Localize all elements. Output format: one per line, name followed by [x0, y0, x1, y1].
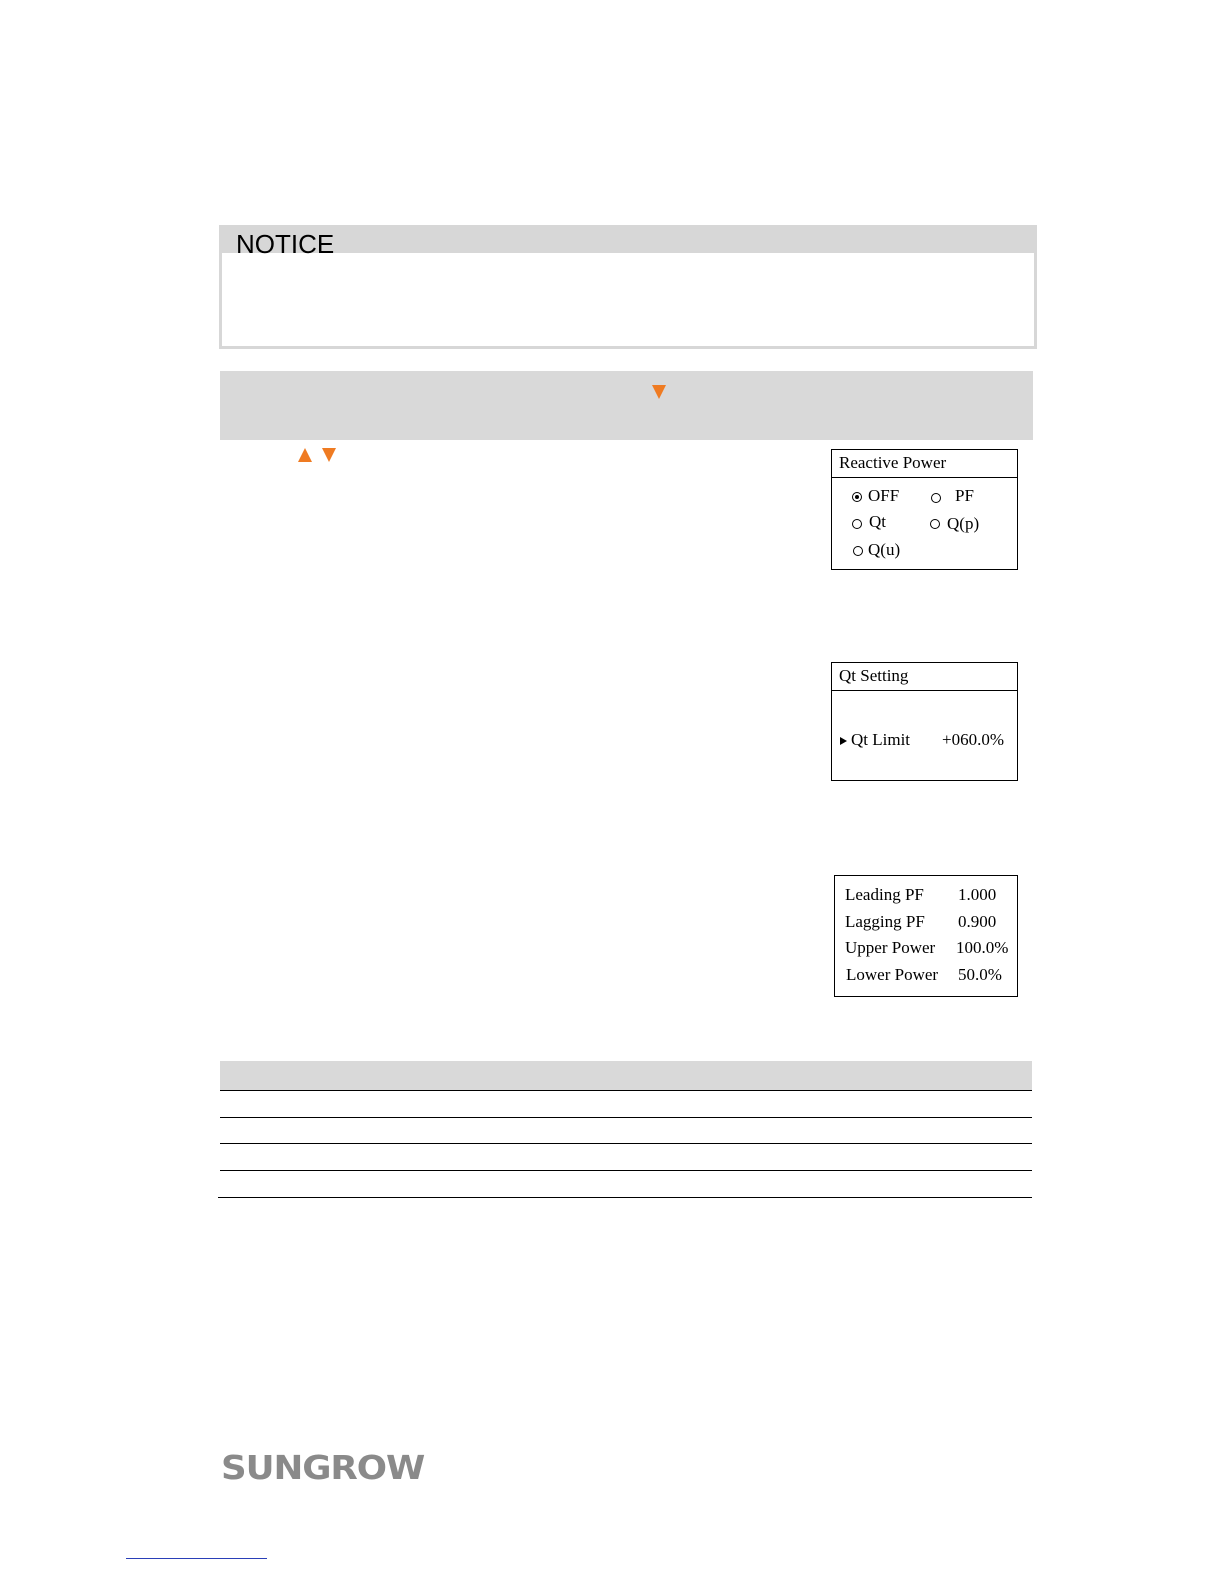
table-row-divider	[220, 1117, 1032, 1118]
option-qu-label: Q(u)	[868, 540, 901, 559]
qt-setting-screen	[831, 662, 1018, 781]
screen-title-bar	[832, 450, 1017, 478]
option-qt-label: Qt	[869, 512, 886, 531]
qt-limit-value[interactable]: +060.0%	[942, 730, 1004, 749]
reactive-power-screen	[831, 449, 1018, 570]
qt-limit-label: Qt Limit	[851, 730, 911, 749]
radio-qt-icon[interactable]	[852, 519, 862, 529]
param-label: Lagging PF	[845, 912, 925, 931]
table-bottom-rule	[218, 1197, 1032, 1198]
option-qp-label: Q(p)	[947, 514, 980, 533]
param-value[interactable]: 1.000	[958, 885, 997, 904]
option-off-label: OFF	[868, 486, 900, 505]
radio-qu-icon[interactable]	[853, 546, 863, 556]
param-label: Leading PF	[845, 885, 924, 904]
screen-title-bar	[832, 663, 1017, 691]
param-label: Upper Power	[845, 938, 936, 957]
radio-qp-icon[interactable]	[930, 519, 940, 529]
param-label: Lower Power	[846, 965, 939, 984]
down-key-icon	[652, 385, 666, 399]
table-row-divider	[220, 1143, 1032, 1144]
screen-title: Reactive Power	[839, 453, 947, 472]
param-value[interactable]: 0.900	[958, 912, 997, 931]
screen-title: Qt Setting	[839, 666, 909, 685]
param-value[interactable]: 100.0%	[956, 938, 1009, 957]
table-row-divider	[220, 1090, 1032, 1091]
notice-header	[222, 228, 1034, 259]
cursor-pointer-icon	[840, 737, 847, 745]
table-row-divider	[220, 1170, 1032, 1171]
notice-title: NOTICE	[236, 229, 335, 259]
down-key-icon	[322, 448, 336, 462]
qp-parameters-screen	[834, 875, 1018, 997]
footer-link-underline[interactable]	[126, 1558, 267, 1559]
table-header	[220, 1061, 1032, 1090]
step-bar	[220, 371, 1033, 440]
sungrow-logo: SUNGROW	[221, 1448, 425, 1487]
radio-pf-icon[interactable]	[931, 493, 941, 503]
up-key-icon	[298, 448, 312, 462]
option-pf-label: PF	[955, 486, 974, 505]
radio-off-icon[interactable]	[852, 492, 862, 502]
notice-box	[219, 225, 1037, 349]
param-value[interactable]: 50.0%	[958, 965, 1002, 984]
